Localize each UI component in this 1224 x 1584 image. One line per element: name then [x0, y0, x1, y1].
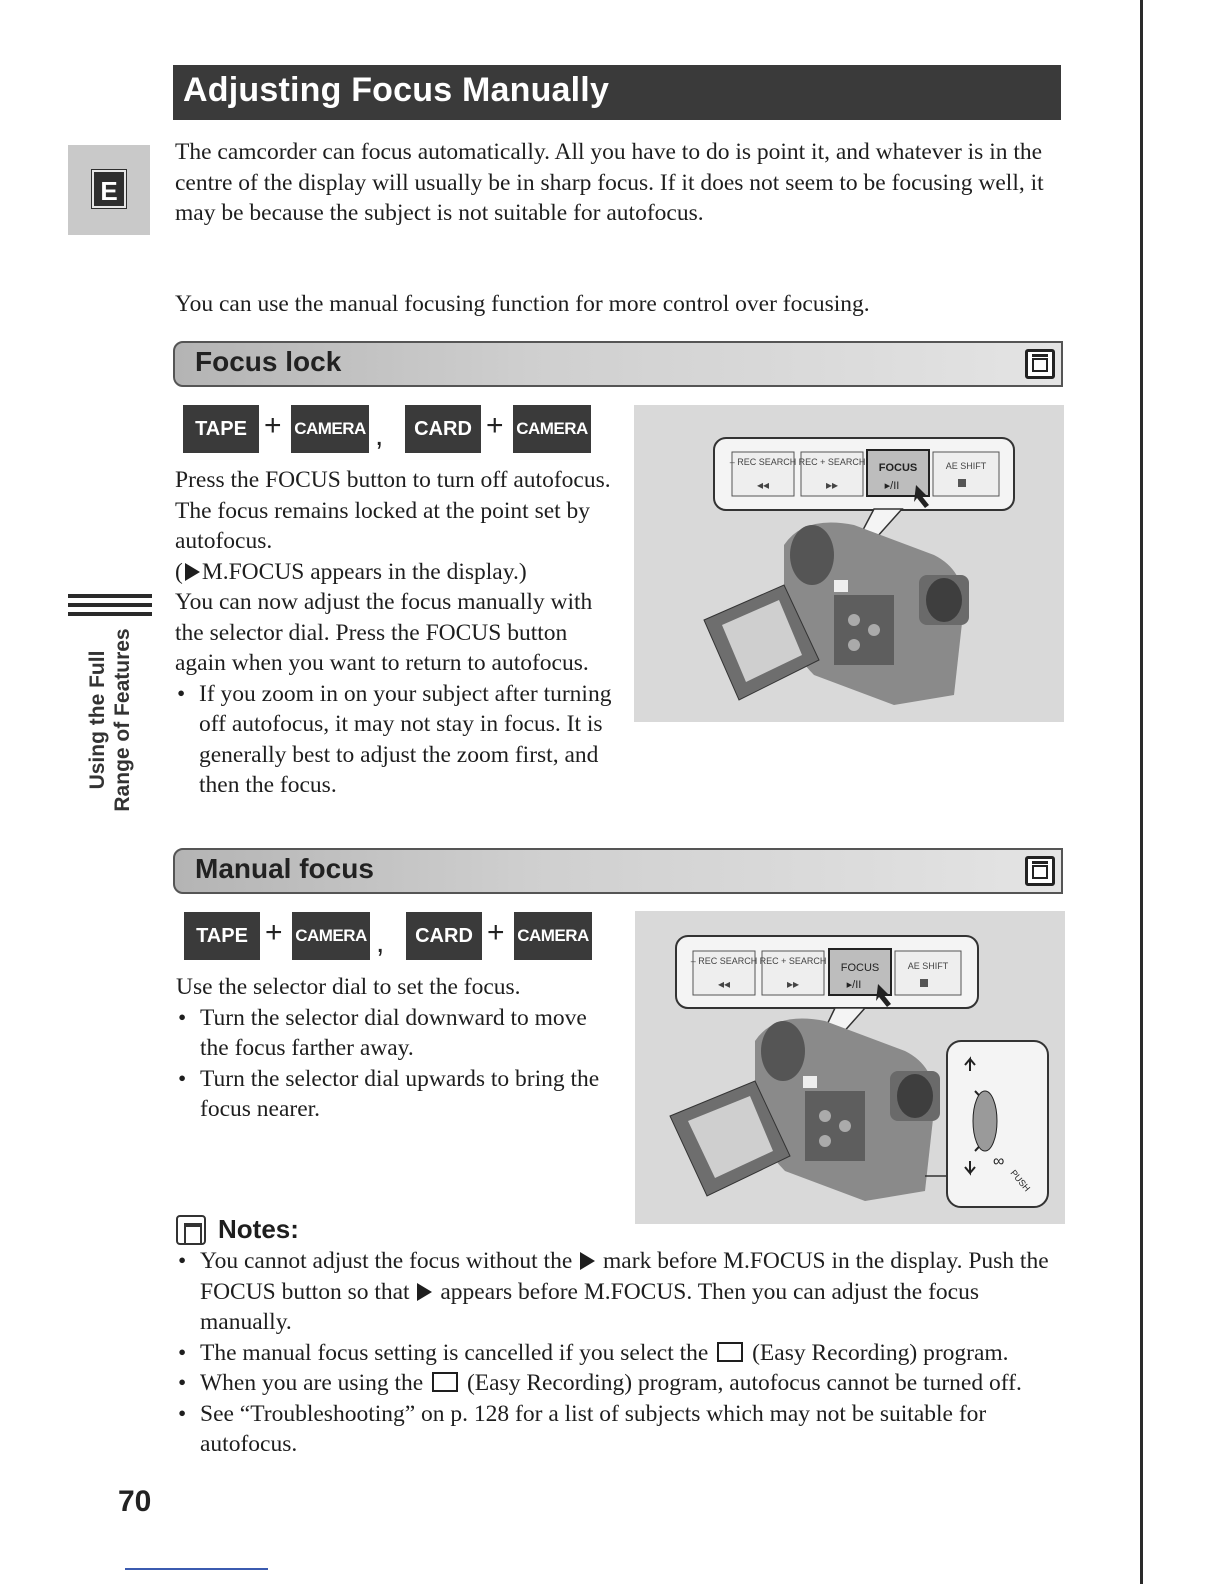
plus-sign: + [486, 409, 504, 442]
camera-mode-badge: CAMERA [514, 912, 592, 960]
note-item: • See “Troubleshooting” on p. 128 for a list of subjects which may not be suitable for autofocus. [176, 1399, 1071, 1460]
note-item: • You cannot adjust the focus without the mark before M.FOCUS in the display. Push the FOCUS button so that appears before M.FOCUS. Then you can adjust the focus manually. [176, 1246, 1071, 1338]
dial-infinity-label: ∞ [993, 1153, 1005, 1170]
focus-lock-text [175, 465, 615, 801]
note-item: • When you are using the (Easy Recording) program, autofocus cannot be turned off. [176, 1368, 1071, 1399]
ae-shift-label: AE SHIFT [907, 961, 949, 971]
focus-lock-paragraph-2: ( M.FOCUS appears in the display.) [175, 558, 527, 585]
bottom-rule [125, 1568, 268, 1570]
intro-paragraph-1: The camcorder can focus automatically. All you have to do is point it, and whatever is in the centre of the display will usually be in sharp focus. If it does not seem to be focusing well, it may be because the subject is not suitable for autofocus. [175, 139, 1044, 226]
svg-text:▸/II: ▸/II [846, 979, 862, 991]
notes-list [176, 1246, 1071, 1460]
mode-indicators-manual-focus [184, 912, 614, 962]
camera-mode-badge: CAMERA [513, 405, 591, 453]
manual-focus-text [176, 972, 616, 1125]
notes-icon [176, 1215, 206, 1245]
mode-indicators-focus-lock [183, 405, 613, 455]
section-header-manual-focus [173, 848, 1063, 894]
dial-push-label: PUSH [1008, 1167, 1033, 1194]
tape-mode-badge: TAPE [184, 912, 260, 960]
rec-search-minus-label: – REC SEARCH [729, 457, 797, 467]
rec-search-plus-label: REC + SEARCH [759, 956, 827, 966]
ae-shift-label: AE SHIFT [945, 461, 987, 471]
focus-button-label: FOCUS [840, 962, 880, 974]
camera-mode-badge: CAMERA [292, 912, 370, 960]
play-triangle-icon [580, 1252, 595, 1270]
page-number: 70 [118, 1485, 152, 1518]
section-title-focus-lock: Focus lock [195, 346, 342, 377]
chapter-side-label [68, 630, 152, 810]
side-label-line2: Range of Features [111, 628, 134, 812]
language-badge: E [92, 170, 126, 208]
page-edge-rule [1140, 0, 1143, 1584]
manual-focus-bullets [176, 1003, 616, 1125]
card-mode-badge: CARD [406, 912, 482, 960]
plus-sign: + [264, 409, 282, 442]
play-triangle-icon [417, 1283, 432, 1301]
svg-text:▸/II: ▸/II [884, 480, 900, 492]
rec-search-plus-label: REC + SEARCH [798, 457, 866, 467]
camera-mode-icon [1025, 856, 1055, 886]
camcorder-selector-dial-illustration [635, 911, 1065, 1224]
list-item: • Turn the selector dial upwards to bring the focus nearer. [176, 1064, 616, 1125]
comma-sign: , [376, 926, 385, 959]
list-item: • If you zoom in on your subject after turning off autofocus, it may not stay in focus. It is generally best to adjust the zoom first, and then the focus. [175, 679, 615, 801]
side-label-line1: Using the Full [86, 650, 109, 790]
section-header-focus-lock [173, 341, 1063, 387]
tape-mode-badge: TAPE [183, 405, 259, 453]
focus-lock-bullets [175, 679, 615, 801]
svg-text:▸▸: ▸▸ [825, 478, 839, 492]
page-title: Adjusting Focus Manually [173, 65, 1061, 120]
focus-lock-paragraph-3: You can now adjust the focus manually with the selector dial. Press the FOCUS button again when you want to return to autofocus. [175, 589, 593, 676]
camera-mode-icon [1025, 349, 1055, 379]
svg-text:◂◂: ◂◂ [756, 478, 770, 492]
plus-sign: + [487, 916, 505, 949]
intro-paragraph-2: You can use the manual focusing function for more control over focusing. [175, 291, 870, 317]
focus-button-label: FOCUS [878, 462, 918, 474]
list-item: • Turn the selector dial downward to move the focus farther away. [176, 1003, 616, 1064]
chapter-thumb-index [68, 594, 152, 621]
camera-mode-badge: CAMERA [291, 405, 369, 453]
notes-title: Notes: [218, 1214, 299, 1244]
manual-focus-paragraph-1: Use the selector dial to set the focus. [176, 974, 521, 1000]
plus-sign: + [265, 916, 283, 949]
play-triangle-icon [185, 563, 200, 581]
note-item: • The manual focus setting is cancelled if you select the (Easy Recording) program. [176, 1338, 1071, 1369]
camcorder-focus-button-illustration [634, 405, 1064, 722]
notes-heading [176, 1214, 299, 1245]
card-mode-badge: CARD [405, 405, 481, 453]
easy-recording-icon [432, 1372, 458, 1392]
focus-lock-paragraph-1: Press the FOCUS button to turn off autofocus. The focus remains locked at the point set by autofocus. [175, 467, 611, 554]
rec-search-minus-label: – REC SEARCH [690, 956, 758, 966]
section-title-manual-focus: Manual focus [195, 853, 374, 884]
comma-sign: , [375, 419, 384, 452]
easy-recording-icon [717, 1342, 743, 1362]
svg-text:▸▸: ▸▸ [786, 977, 800, 991]
svg-text:◂◂: ◂◂ [717, 977, 731, 991]
